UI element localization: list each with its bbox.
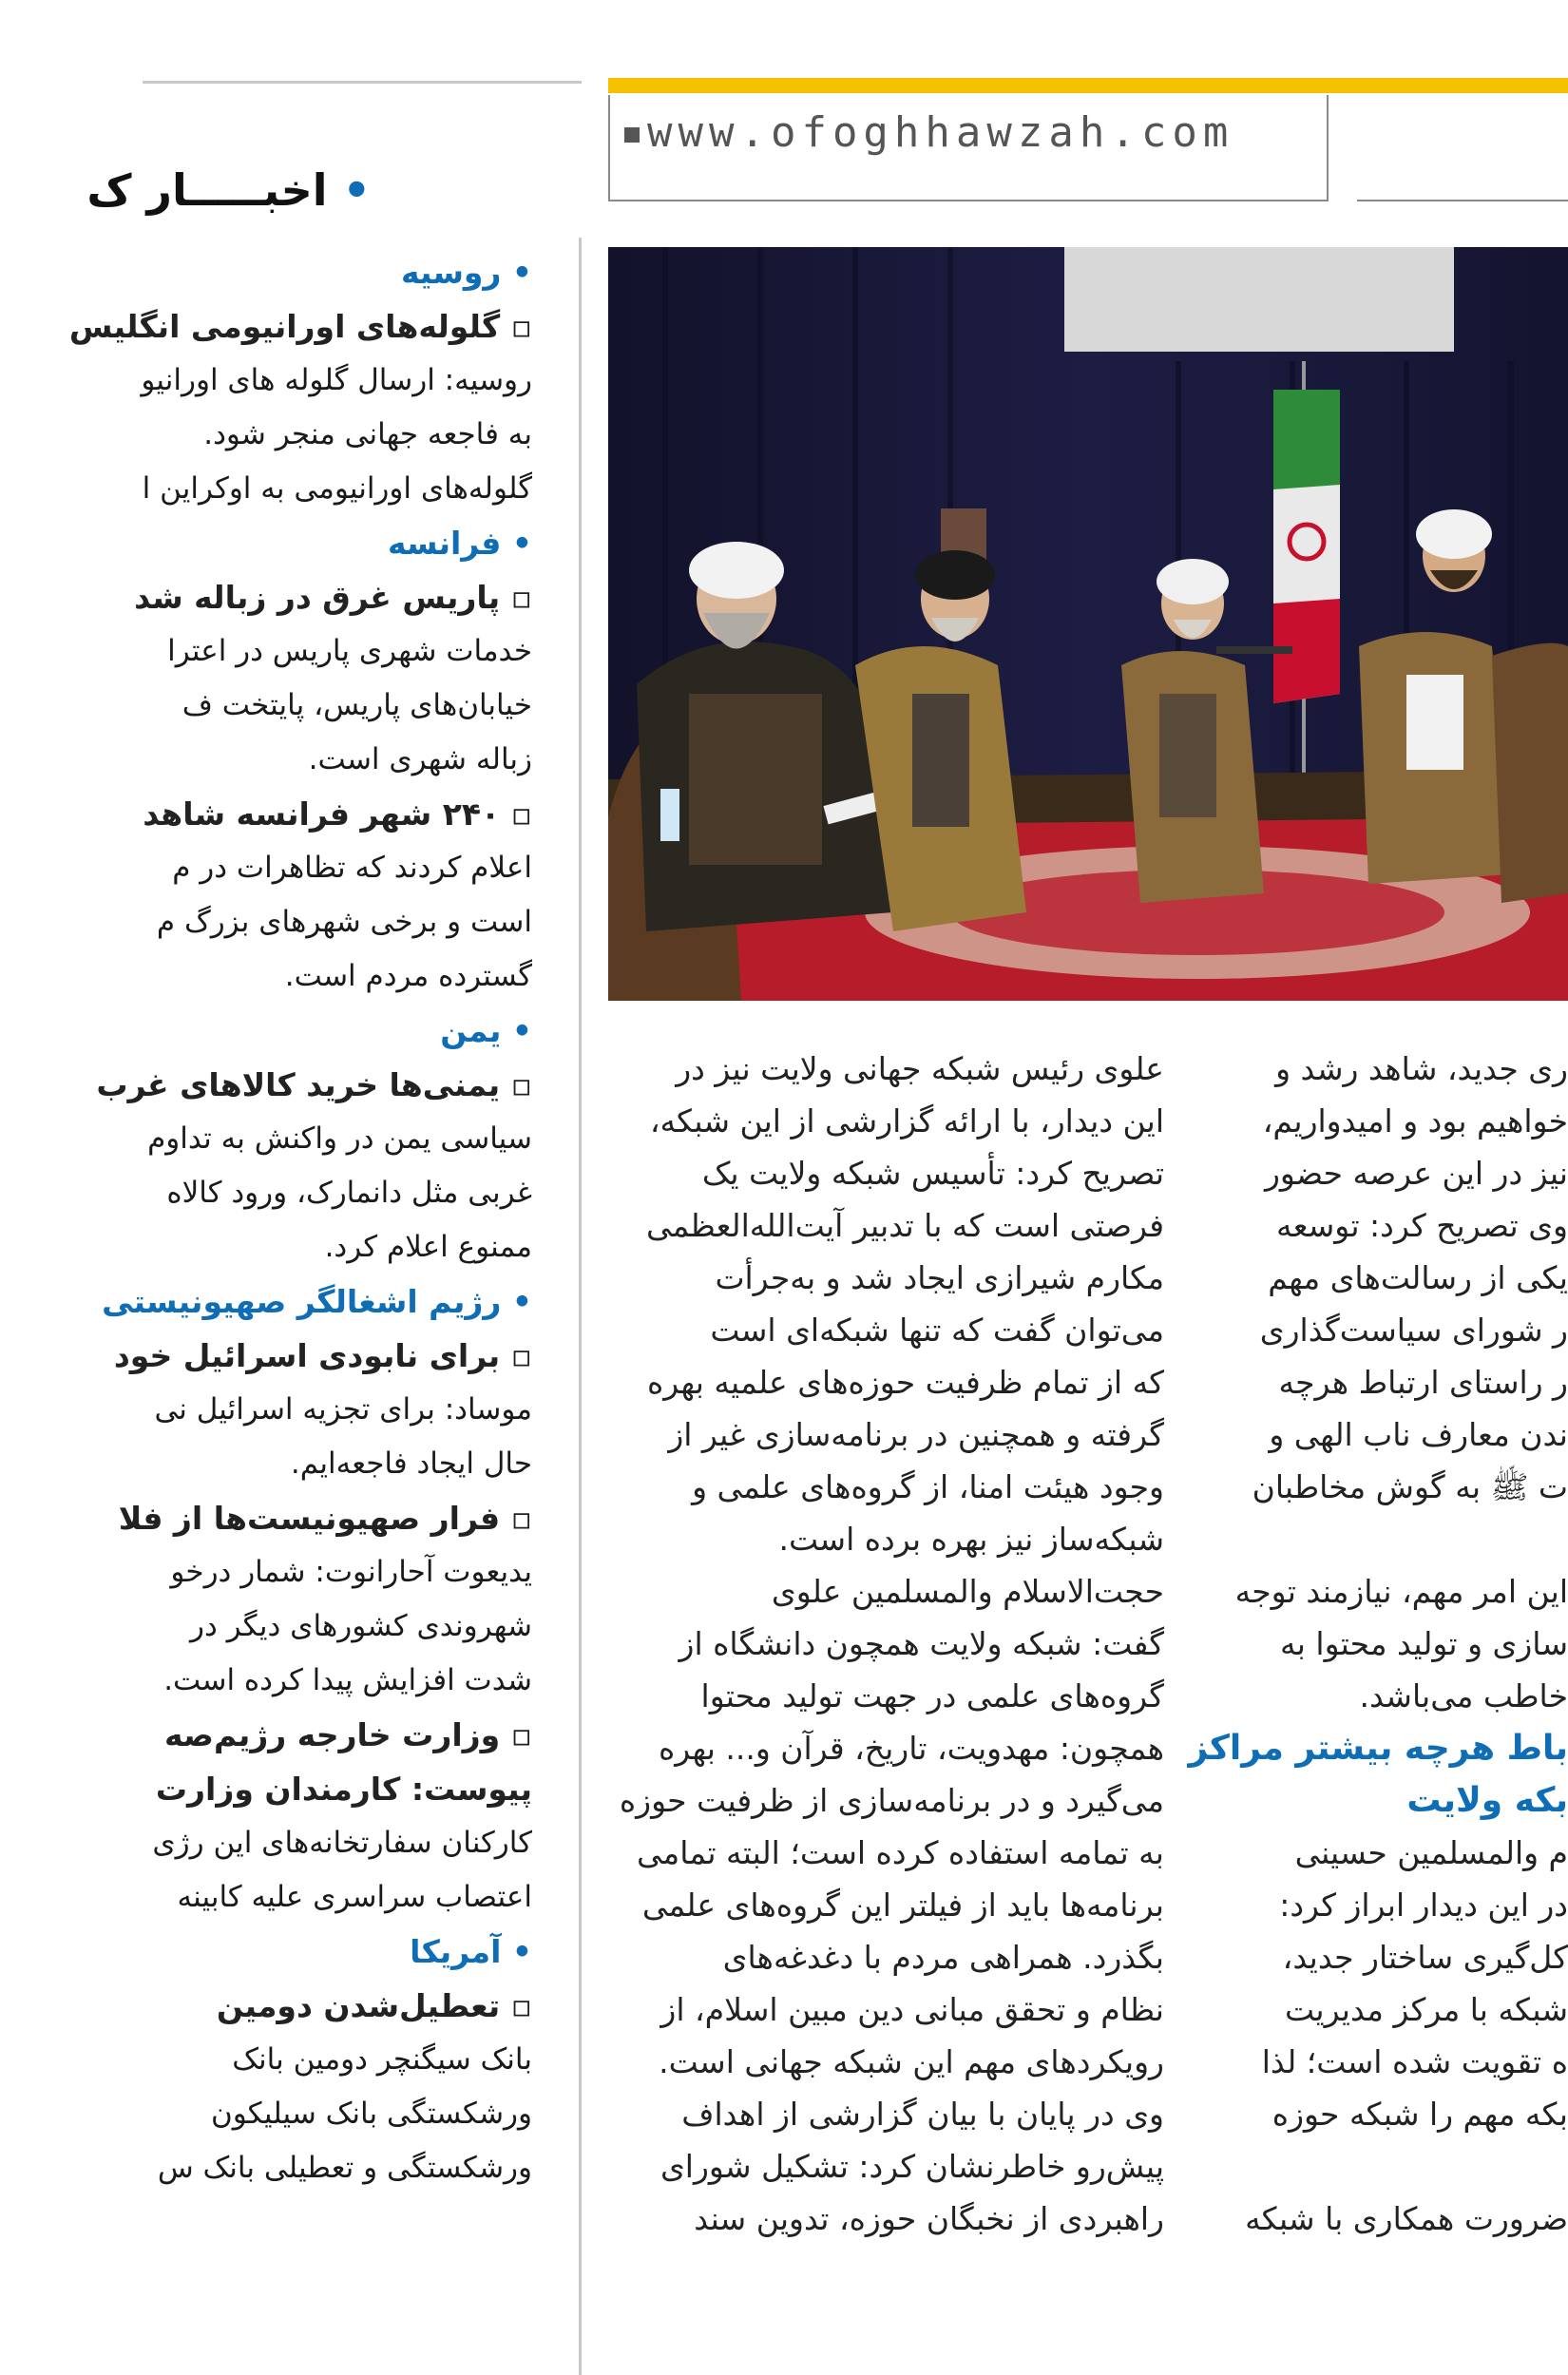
text-line: اعلام کردند که تظاهرات در م: [172, 851, 532, 885]
text-line: یکی از رسالت‌های مهم: [1268, 1259, 1568, 1296]
paragraph-gap: [1216, 1513, 1568, 1565]
text-line: ه تقویت شده است؛ لذا: [1261, 2043, 1568, 2080]
square-bullet-icon: [624, 127, 640, 143]
news-headline: ▫ فرار صهیونیست‌ها از فلا: [118, 1500, 532, 1537]
news-section-label: • یمن: [440, 1012, 532, 1049]
text-line: وی تصریح کرد: توسعه: [1276, 1207, 1568, 1244]
news-briefs-column: [68, 0, 584, 2375]
text-line: بگذرد. همراهی مردم با دغدغه‌های: [722, 1939, 1164, 1976]
news-section-label: • آمریکا: [410, 1933, 532, 1970]
text-line: خیابان‌های پاریس، پایتخت ف: [182, 688, 532, 722]
text-line: م والمسلمین حسینی: [1294, 1834, 1568, 1871]
text-line: گسترده مردم است.: [284, 959, 532, 993]
text-line: ممنوع اعلام کرد.: [324, 1230, 532, 1264]
text-line: گروه‌های علمی در جهت تولید محتوا: [700, 1677, 1164, 1714]
text-line: شدت افزایش پیدا کرده است.: [163, 1663, 532, 1697]
text-line: کارکنان سفارتخانه‌های این رژی: [152, 1826, 532, 1860]
news-headline: ▫ یمنی‌ها خرید کالاهای غرب: [96, 1066, 532, 1103]
article-subheading: بکه ولایت: [1406, 1781, 1568, 1820]
text-line: فرصتی است که با تدبیر آیت‌الله‌العظمی: [645, 1207, 1164, 1244]
header-accent-bar: [608, 78, 1568, 93]
text-line: می‌گیرد و در برنامه‌سازی از ظرفیت حوزه: [619, 1782, 1164, 1819]
text-line: خواهیم بود و امیدواریم،: [1262, 1102, 1568, 1140]
text-line: ندن معارف ناب الهی و: [1269, 1416, 1568, 1453]
top-rule: [143, 81, 582, 84]
text-line: علوی رئیس شبکه جهانی ولایت نیز در: [676, 1050, 1164, 1087]
text-line: وی در پایان با بیان گزارشی از اهداف: [681, 2096, 1164, 2133]
news-headline: ▫ پاریس غرق در زباله شد: [134, 579, 532, 616]
text-line: روسیه: ارسال گلوله های اورانیو: [141, 363, 532, 397]
text-line: این دیدار، با ارائه گزارشی از این شبکه،: [649, 1102, 1164, 1140]
text-line: مکارم شیرازی ایجاد شد و به‌جرأت: [715, 1259, 1164, 1296]
news-section-label: • فرانسه: [387, 525, 532, 562]
text-line: برنامه‌ها باید از فیلتر این گروه‌های علمی: [641, 1887, 1164, 1924]
text-line: حجت‌الاسلام والمسلمین علوی: [771, 1573, 1164, 1610]
text-line: شبکه با مرکز مدیریت: [1284, 1991, 1568, 2028]
news-headline: ▫ تعطیل‌شدن دومین: [216, 1987, 532, 2024]
text-line: خدمات شهری پاریس در اعترا: [167, 634, 532, 668]
text-line: شبکه‌ساز نیز بهره برده است.: [778, 1521, 1164, 1558]
text-line: ضرورت همکاری با شبکه: [1245, 2200, 1568, 2237]
text-line: این امر مهم، نیازمند توجه: [1234, 1573, 1568, 1610]
text-line: نظام و تحقق مبانی دین مبین اسلام، از: [660, 1991, 1164, 2028]
bullet-icon: •: [342, 164, 371, 216]
news-headline: ▫ ۲۴۰ شهر فرانسه شاهد: [143, 795, 532, 833]
text-line: در این دیدار ابراز کرد:: [1279, 1887, 1568, 1924]
article-column-main: [608, 1043, 1164, 2245]
article-subheading: باط هرچه بیشتر مراکز: [1188, 1729, 1568, 1768]
text-line: موساد: برای تجزیه اسرائیل نی: [154, 1392, 532, 1427]
website-url-box: [608, 95, 1329, 201]
text-line: رویکردهای مهم این شبکه جهانی است.: [659, 2043, 1164, 2080]
figure-6: [1492, 643, 1568, 903]
text-line: پیش‌رو خاطرنشان کرد: تشکیل شورای: [660, 2148, 1164, 2185]
text-line: تصریح کرد: تأسیس شبکه ولایت یک: [701, 1155, 1164, 1192]
text-line: نیز در این عرصه حضور: [1264, 1155, 1568, 1192]
news-section-heading-text: اخبـــــار ک: [86, 164, 328, 216]
news-section-label: • رژیم اشغالگر صهیونیستی: [102, 1283, 532, 1320]
text-line: گفت: شبکه ولایت همچون دانشگاه از: [679, 1625, 1164, 1662]
text-line: شهروندی کشورهای دیگر در: [190, 1609, 532, 1643]
text-line: زباله شهری است.: [308, 742, 532, 776]
article-column-right: [1188, 1043, 1568, 2245]
news-headline: ▫ وزارت خارجه رژیم‌صه: [164, 1716, 532, 1753]
text-line: است و برخی شهرهای بزرگ م: [156, 905, 532, 939]
meeting-photo-illustration: [608, 247, 1568, 1001]
text-line: یدیعوت آحارانوت: شمار درخو: [170, 1555, 532, 1589]
text-line: بکه مهم را شبکه حوزه: [1272, 2096, 1568, 2133]
text-line: بانک سیگنچر دومین بانک: [232, 2042, 532, 2077]
news-section-label: • روسیه: [400, 254, 532, 291]
text-line: گرفته و همچنین در برنامه‌سازی غیر از: [668, 1416, 1164, 1453]
text-line: حال ایجاد فاجعه‌ایم.: [290, 1446, 532, 1481]
text-line: ورشکستگی و تعطیلی بانک س: [157, 2151, 532, 2185]
text-line: ت ﷺ به گوش مخاطبان: [1252, 1468, 1568, 1505]
website-url-text: www.ofoghhawzah.com: [647, 108, 1234, 157]
text-line: خاطب می‌باشد.: [1359, 1677, 1568, 1714]
text-line: سیاسی یمن در واکنش به تداوم: [147, 1121, 532, 1156]
text-line: می‌توان گفت که تنها شبکه‌ای است: [710, 1312, 1164, 1349]
news-section-heading: [29, 162, 371, 219]
text-line: به فاجعه جهانی منجر شود.: [203, 417, 532, 451]
text-line: که از تمام ظرفیت حوزه‌های علمیه بهره: [646, 1364, 1164, 1401]
text-line: غربی مثل دانمارک، ورود کالاه: [166, 1176, 532, 1210]
text-line: ر راستای ارتباط هرچه: [1278, 1364, 1568, 1401]
text-line: ر شورای سیاست‌گذاری: [1259, 1312, 1568, 1349]
text-line: گلوله‌های اورانیومی به اوکراین ا: [142, 471, 532, 506]
text-line: کل‌گیری ساختار جدید،: [1282, 1939, 1568, 1976]
text-line: راهبردی از نخبگان حوزه، تدوین سند: [694, 2200, 1164, 2237]
text-line: وجود هیئت امنا، از گروه‌های علمی و: [692, 1468, 1164, 1505]
meeting-photo: [608, 247, 1568, 1001]
text-line: ورشکستگی بانک سیلیکون: [210, 2097, 532, 2131]
text-line: ری جدید، شاهد رشد و: [1275, 1050, 1568, 1087]
text-line: اعتصاب سراسری علیه کابینه: [177, 1880, 532, 1914]
text-line: سازی و تولید محتوا به: [1280, 1625, 1568, 1662]
text-line: به تمامه استفاده کرده است؛ البته تمامی: [637, 1834, 1164, 1871]
website-url[interactable]: [624, 108, 1233, 157]
text-line: همچون: مهدویت، تاریخ، قرآن و... بهره: [658, 1730, 1164, 1767]
briefs-list: [0, 245, 532, 2195]
header-rule: [1357, 200, 1568, 201]
paragraph-gap: [1216, 2140, 1568, 2193]
news-headline: پیوست: کارمندان وزارت: [155, 1771, 532, 1808]
news-headline: ▫ برای نابودی اسرائیل خود: [113, 1337, 532, 1374]
news-headline: ▫ گلوله‌های اورانیومی انگلیس: [68, 308, 532, 345]
